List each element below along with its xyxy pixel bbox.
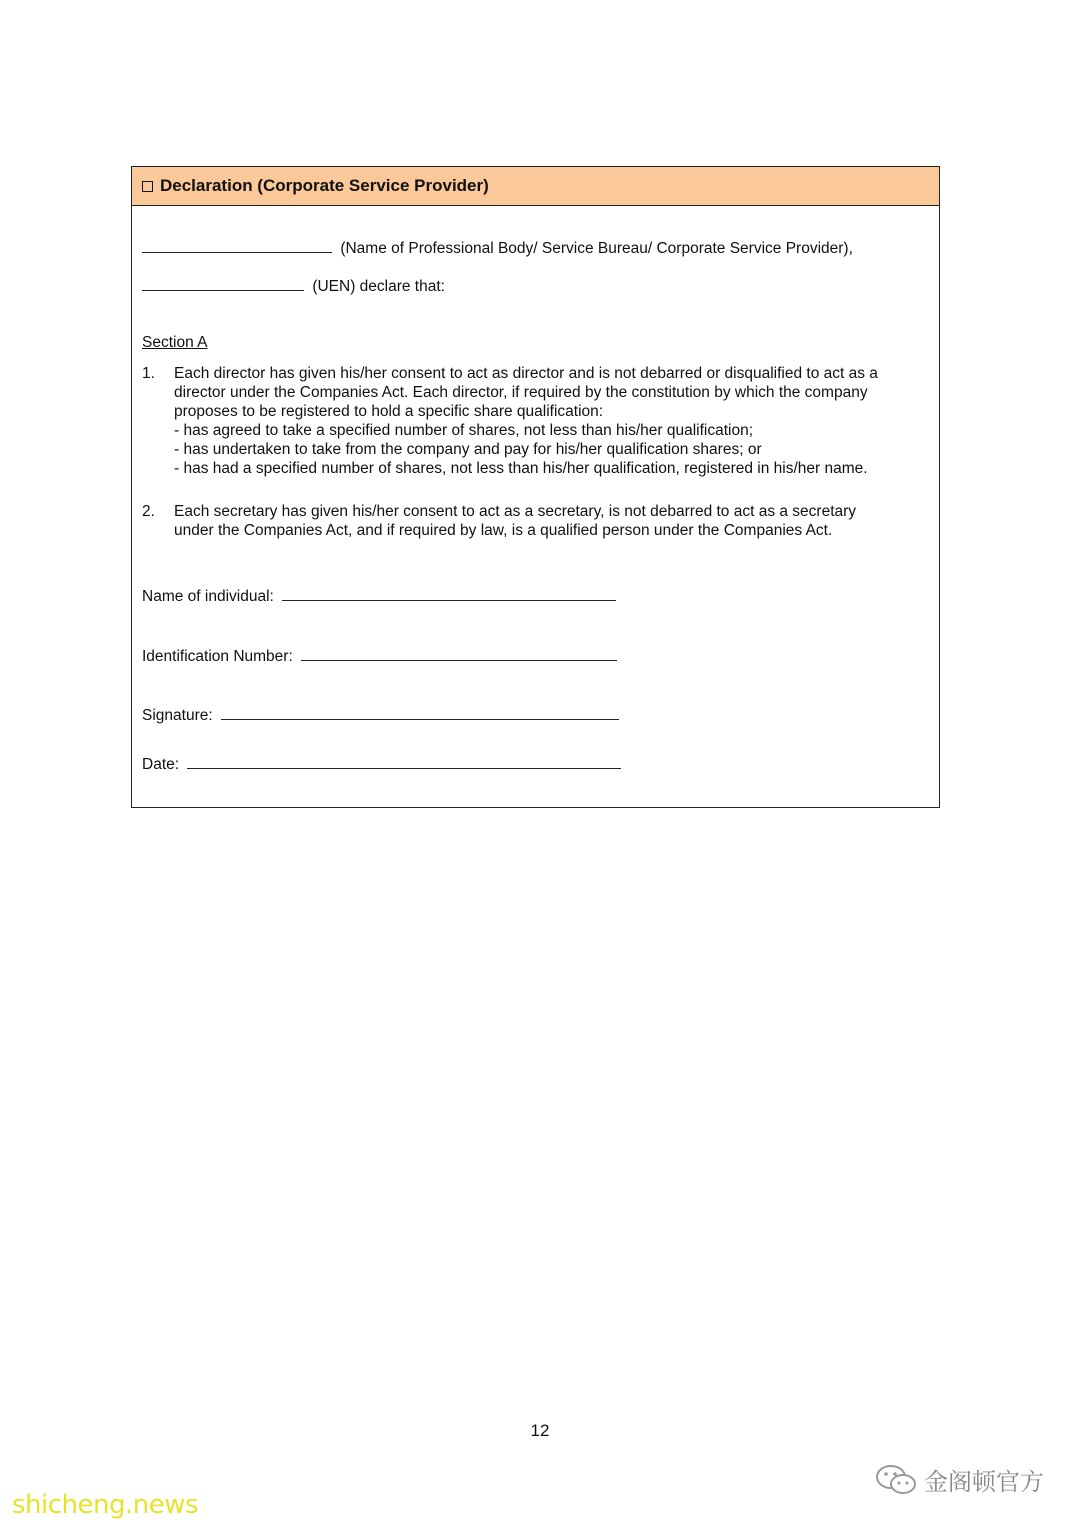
date-input[interactable] [187,756,621,769]
item-line: proposes to be registered to hold a specific share qualification: [174,403,604,420]
item-line: - has undertaken to take from the company and pay for his/her qualification shares; or [174,441,762,458]
item-line: Each director has given his/her consent to act as director and is not debarred or disqualified to act as a [174,365,878,382]
signature-field [142,707,623,725]
name-field [142,588,620,606]
item-line: - has agreed to take a specified number of shares, not less than his/her qualification; [174,422,754,439]
signature-label: Signature: [142,707,213,724]
item-line: director under the Companies Act. Each director, if required by the constitution by which the company [174,384,868,401]
uen-line [142,278,445,296]
section-a-title: Section A [142,334,208,351]
declaration-checkbox[interactable] [142,181,153,192]
declaration-box [131,166,940,808]
watermark-left: shicheng.news [12,1490,199,1520]
item-line: under the Companies Act, and if required by law, is a qualified person under the Companies Act. [174,522,833,539]
provider-name-blank[interactable] [142,240,332,253]
watermark-right-text: 金阁顿官方 [924,1469,1044,1496]
provider-name-line [142,240,853,258]
watermark-right [874,1462,1044,1497]
id-field [142,648,621,666]
name-input[interactable] [282,588,616,601]
declaration-title: Declaration (Corporate Service Provider) [160,176,489,195]
date-label: Date: [142,756,180,773]
id-input[interactable] [301,648,617,661]
item-number: 1. [142,365,155,382]
uen-text: (UEN) declare that: [312,278,445,295]
declaration-item-2 [142,502,927,540]
id-label: Identification Number: [142,648,293,665]
page-number: 12 [530,1421,550,1440]
signature-input[interactable] [221,707,619,720]
wechat-icon [874,1463,918,1497]
item-line: Each secretary has given his/her consent to act as a secretary, is not debarred to act as a secretary [174,503,857,520]
uen-blank[interactable] [142,278,304,291]
item-line: - has had a specified number of shares, not less than his/her qualification, registered in his/her name. [174,460,868,477]
name-label: Name of individual: [142,588,274,605]
item-number: 2. [142,503,155,520]
date-field [142,756,625,774]
declaration-header [132,167,939,206]
provider-name-text: (Name of Professional Body/ Service Bureau/ Corporate Service Provider), [340,240,853,257]
declaration-item-1 [142,364,927,478]
